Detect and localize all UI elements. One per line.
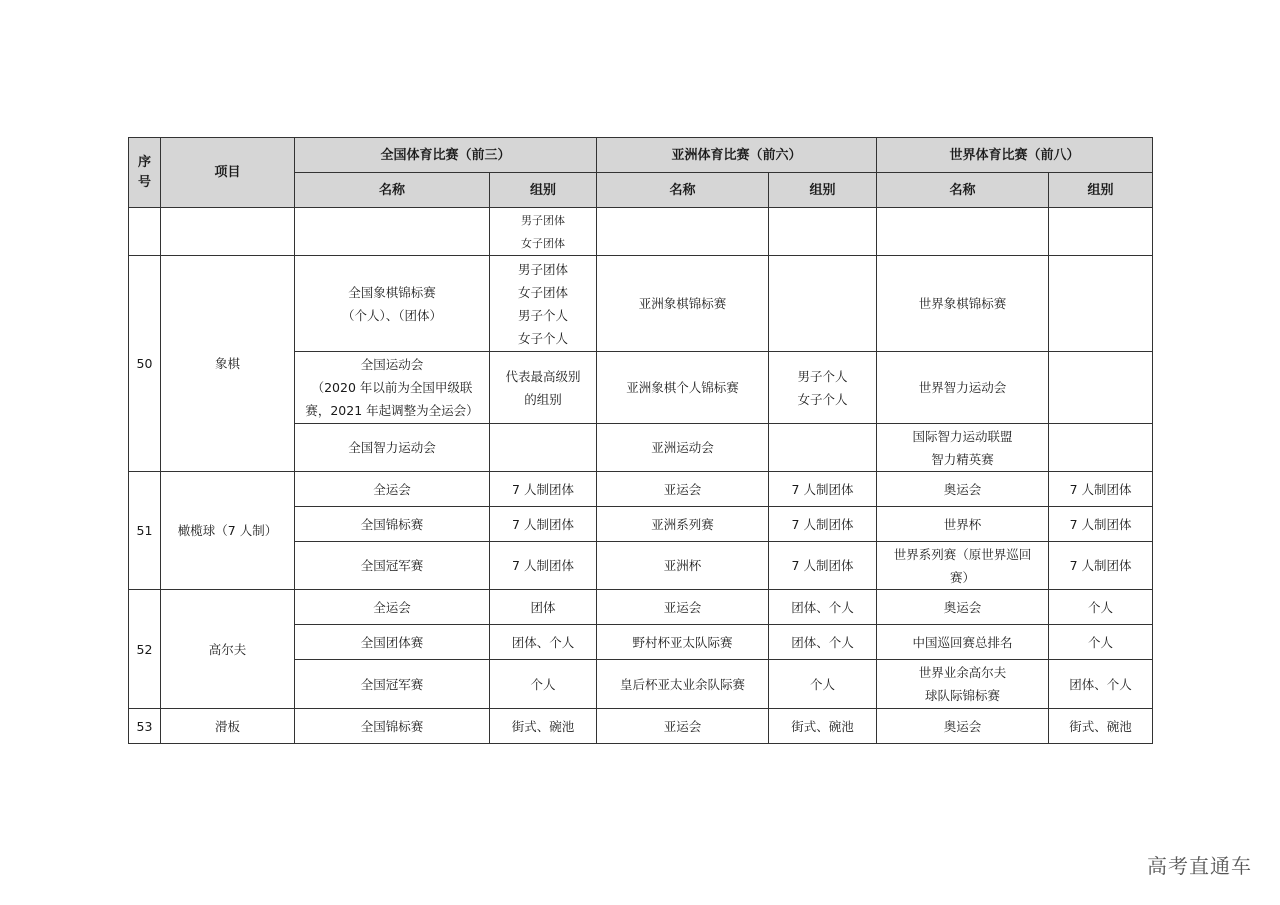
cell: 团体、个人	[769, 590, 877, 625]
table-row	[129, 590, 1153, 625]
cell: 代表最高级别 的组别	[490, 352, 597, 424]
cell: 全国象棋锦标赛 （个人）、（团体）	[295, 256, 490, 352]
header-asian-name: 名称	[597, 173, 769, 208]
cell: 个人	[490, 660, 597, 709]
cell: 亚运会	[597, 472, 769, 507]
sports-event-table	[128, 137, 1153, 744]
cell: 全国智力运动会	[295, 424, 490, 472]
cell: 亚运会	[597, 709, 769, 744]
header-project: 项目	[161, 138, 295, 208]
cell: 7 人制团体	[1049, 472, 1153, 507]
cell: 男子个人 女子个人	[769, 352, 877, 424]
row-seq: 53	[129, 709, 161, 744]
cell: 街式、碗池	[1049, 709, 1153, 744]
watermark: 高考直通车	[1147, 854, 1252, 878]
row-seq: 51	[129, 472, 161, 590]
table-row	[129, 208, 1153, 256]
cell: 全国冠军赛	[295, 660, 490, 709]
row-seq: 52	[129, 590, 161, 709]
cell: 世界系列赛（原世界巡回 赛）	[877, 542, 1049, 590]
header-national-name: 名称	[295, 173, 490, 208]
cell: 男子团体 女子团体	[490, 208, 597, 256]
cell: 中国巡回赛总排名	[877, 625, 1049, 660]
cell: 全国锦标赛	[295, 709, 490, 744]
cell: 亚洲杯	[597, 542, 769, 590]
row-seq: 50	[129, 256, 161, 472]
cell	[1049, 424, 1153, 472]
cell: 7 人制团体	[769, 542, 877, 590]
cell	[597, 208, 769, 256]
cell: 全国冠军赛	[295, 542, 490, 590]
row-project: 象棋	[161, 256, 295, 472]
cell: 团体、个人	[769, 625, 877, 660]
cell: 野村杯亚太队际赛	[597, 625, 769, 660]
cell: 全运会	[295, 472, 490, 507]
cell	[769, 256, 877, 352]
header-seq: 序 号	[129, 138, 161, 208]
cell: 亚洲运动会	[597, 424, 769, 472]
cell	[877, 208, 1049, 256]
table-row	[129, 472, 1153, 507]
cell: 亚运会	[597, 590, 769, 625]
cell: 全国团体赛	[295, 625, 490, 660]
cell: 世界业余高尔夫 球队际锦标赛	[877, 660, 1049, 709]
cell: 街式、碗池	[769, 709, 877, 744]
header-national-group: 组别	[490, 173, 597, 208]
cell: 团体	[490, 590, 597, 625]
header-world-group: 组别	[1049, 173, 1153, 208]
cell: 全国锦标赛	[295, 507, 490, 542]
cell: 7 人制团体	[490, 472, 597, 507]
cell: 7 人制团体	[769, 472, 877, 507]
cell	[769, 424, 877, 472]
cell: 7 人制团体	[769, 507, 877, 542]
cell: 世界象棋锦标赛	[877, 256, 1049, 352]
cell: 全国运动会 （2020 年以前为全国甲级联 赛，2021 年起调整为全运会）	[295, 352, 490, 424]
cell	[1049, 352, 1153, 424]
cell: 奥运会	[877, 472, 1049, 507]
header-world-name: 名称	[877, 173, 1049, 208]
cell	[1049, 256, 1153, 352]
cell: 7 人制团体	[490, 542, 597, 590]
cell	[295, 208, 490, 256]
cell: 亚洲系列赛	[597, 507, 769, 542]
cell: 7 人制团体	[1049, 542, 1153, 590]
cell: 奥运会	[877, 590, 1049, 625]
row-project: 高尔夫	[161, 590, 295, 709]
cell: 7 人制团体	[1049, 507, 1153, 542]
cell: 亚洲象棋锦标赛	[597, 256, 769, 352]
cell	[490, 424, 597, 472]
row-project: 橄榄球（7 人制）	[161, 472, 295, 590]
cell	[129, 208, 161, 256]
cell: 国际智力运动联盟 智力精英赛	[877, 424, 1049, 472]
cell	[161, 208, 295, 256]
cell: 奥运会	[877, 709, 1049, 744]
header-world: 世界体育比赛（前八）	[877, 138, 1153, 173]
cell: 个人	[1049, 625, 1153, 660]
cell: 男子团体 女子团体 男子个人 女子个人	[490, 256, 597, 352]
header-asian: 亚洲体育比赛（前六）	[597, 138, 877, 173]
cell: 全运会	[295, 590, 490, 625]
table-row	[129, 709, 1153, 744]
cell: 世界杯	[877, 507, 1049, 542]
cell: 亚洲象棋个人锦标赛	[597, 352, 769, 424]
cell: 街式、碗池	[490, 709, 597, 744]
cell: 团体、个人	[1049, 660, 1153, 709]
row-project: 滑板	[161, 709, 295, 744]
cell	[769, 208, 877, 256]
cell: 皇后杯亚太业余队际赛	[597, 660, 769, 709]
table-row	[129, 256, 1153, 352]
cell	[1049, 208, 1153, 256]
cell: 团体、个人	[490, 625, 597, 660]
cell: 世界智力运动会	[877, 352, 1049, 424]
cell: 7 人制团体	[490, 507, 597, 542]
header-asian-group: 组别	[769, 173, 877, 208]
cell: 个人	[769, 660, 877, 709]
cell: 个人	[1049, 590, 1153, 625]
header-national: 全国体育比赛（前三）	[295, 138, 597, 173]
